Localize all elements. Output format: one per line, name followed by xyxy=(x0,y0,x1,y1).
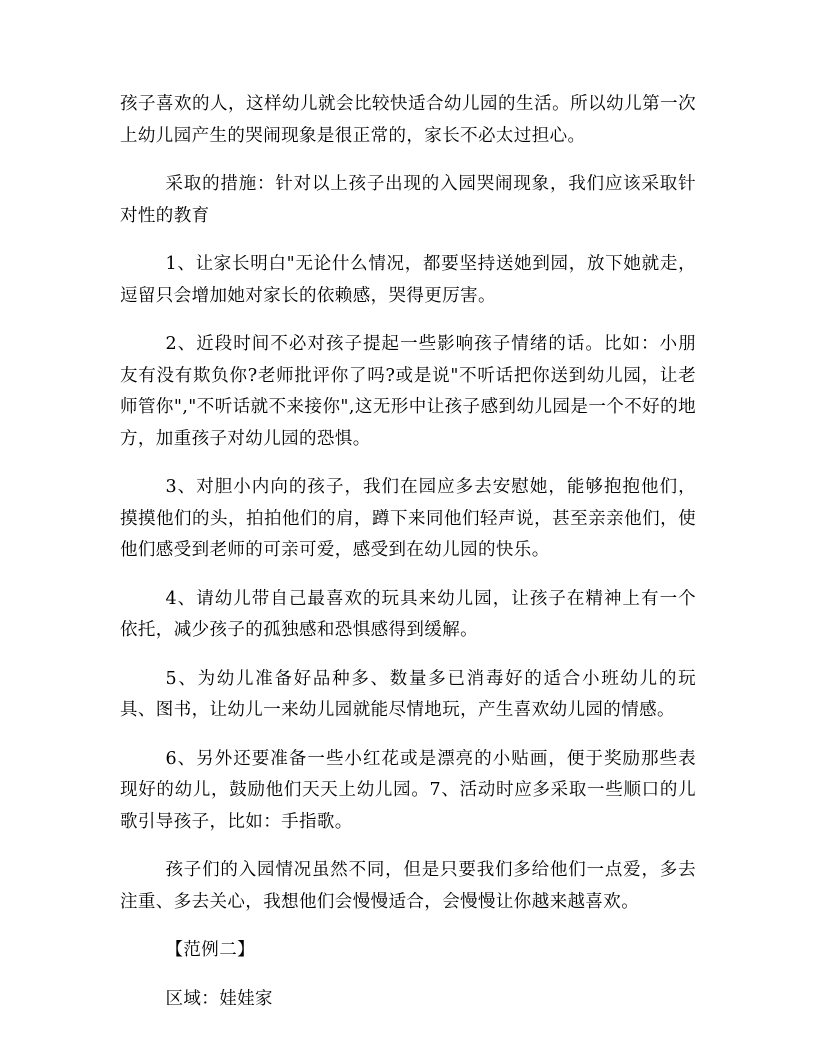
paragraph-conclusion: 孩子们的入园情况虽然不同，但是只要我们多给他们一点爱，多去注重、多去关心，我想他们会慢慢适合，会慢慢让你越来越喜欢。 xyxy=(120,860,696,912)
paragraph-item-2: 2、近段时间不必对孩子提起一些影响孩子情绪的话。比如：小朋友有没有欺负你?老师批评你了吗?或是说"不听话把你送到幼儿园，让老师管你","不听话就不来接你",这无形中让孩子感到幼儿园是一个不好的地方，加重孩子对幼儿园的恐惧。 xyxy=(120,334,696,449)
region-line: 区域：娃娃家 xyxy=(165,988,273,1009)
paragraph-item-5: 5、为幼儿准备好品种多、数量多已消毒好的适合小班幼儿的玩具、图书，让幼儿一来幼儿园就能尽情地玩，产生喜欢幼儿园的情感。 xyxy=(120,668,696,720)
paragraph-item-3: 3、对胆小内向的孩子，我们在园应多去安慰她，能够抱抱他们，摸摸他们的头，拍拍他们的肩，蹲下来同他们轻声说，甚至亲亲他们，使他们感受到老师的可亲可爱，感受到在幼儿园的快乐。 xyxy=(120,477,696,560)
paragraph-intro-continued: 孩子喜欢的人，这样幼儿就会比较快适合幼儿园的生活。所以幼儿第一次上幼儿园产生的哭闹现象是很正常的，家长不必太过担心。 xyxy=(120,94,696,146)
paragraph-item-6-7: 6、另外还要准备一些小红花或是漂亮的小贴画，便于奖励那些表现好的幼儿，鼓励他们天天上幼儿园。7、活动时应多采取一些顺口的儿歌引导孩子，比如：手指歌。 xyxy=(120,748,696,832)
paragraph-item-4: 4、请幼儿带自己最喜欢的玩具来幼儿园，让孩子在精神上有一个依托，减少孩子的孤独感和恐惧感得到缓解。 xyxy=(120,588,696,640)
paragraph-item-1: 1、让家长明白"无论什么情况，都要坚持送她到园，放下她就走，逗留只会增加她对家长的依赖感，哭得更厉害。 xyxy=(120,254,696,306)
document-body xyxy=(120,89,696,1032)
paragraph-measures: 采取的措施：针对以上孩子出现的入园哭闹现象，我们应该采取针对性的教育 xyxy=(120,174,696,226)
example-heading: 【范例二】 xyxy=(165,940,255,960)
